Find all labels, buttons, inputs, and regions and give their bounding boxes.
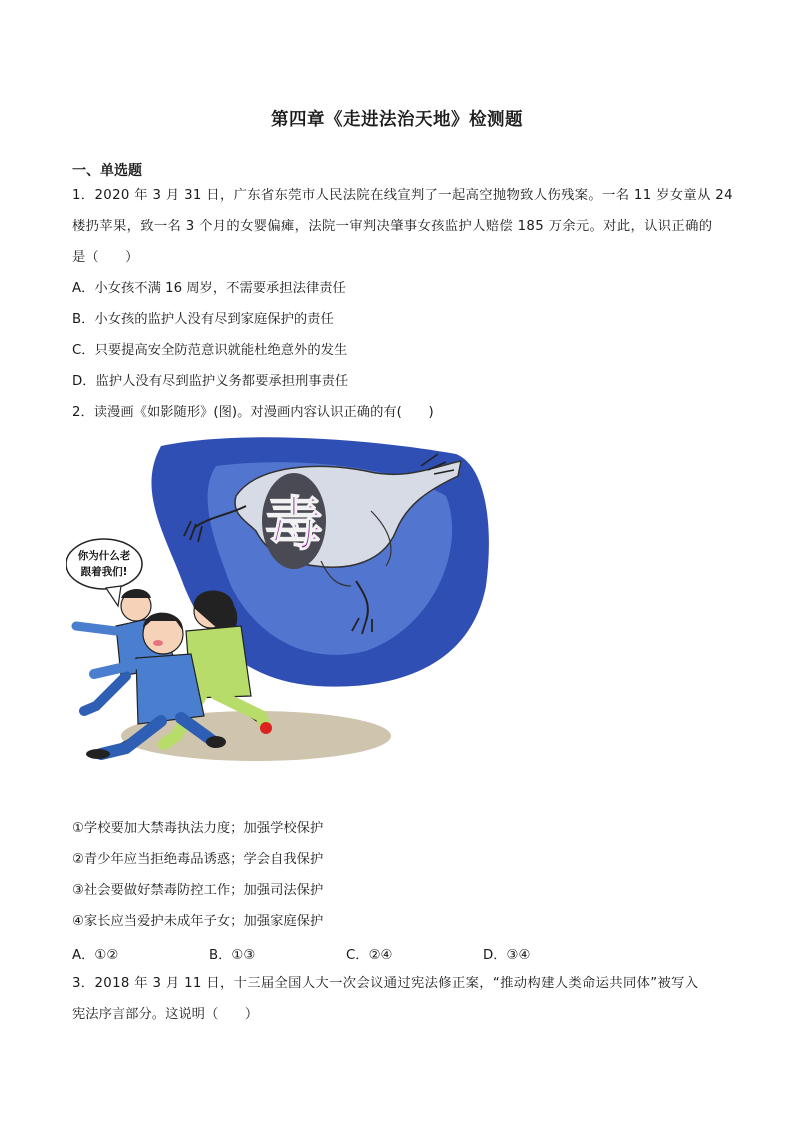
question-2-option-c: C．②④ xyxy=(346,948,393,963)
question-1-option-b: B．小女孩的监护人没有尽到家庭保护的责任 xyxy=(72,312,334,327)
question-1-stem-line2: 楼扔苹果，致一名 3 个月的女婴偏瘫，法院一审判决肇事女孩监护人赔偿 185 万余元。对此，认识正确的 xyxy=(72,219,713,234)
question-1-stem-line3: 是（ ） xyxy=(72,250,139,265)
statement-2: ②青少年应当拒绝毒品诱惑；学会自我保护 xyxy=(72,852,324,867)
question-3-stem-line1: 3．2018 年 3 月 11 日，十三届全国人大一次会议通过宪法修正案，“推动构建人类命运共同体”被写入 xyxy=(72,976,699,991)
document-title: 第四章《走进法治天地》检测题 xyxy=(271,110,523,130)
question-1-option-c: C．只要提高安全防范意识就能杜绝意外的发生 xyxy=(72,343,348,358)
speech-line-1: 你为什么老 xyxy=(77,550,131,562)
question-2-options xyxy=(72,944,620,963)
speech-line-2: 跟着我们! xyxy=(80,566,128,578)
question-2-stem: 2．读漫画《如影随形》(图)。对漫画内容认识正确的有( ) xyxy=(72,405,434,420)
section-heading: 一、单选题 xyxy=(72,163,142,179)
question-1-option-d: D．监护人没有尽到监护义务都要承担刑事责任 xyxy=(72,374,349,389)
question-2-option-b: B．①③ xyxy=(209,948,256,963)
question-3-stem-line2: 宪法序言部分。这说明（ ） xyxy=(72,1007,259,1022)
question-1-option-a: A．小女孩不满 16 周岁，不需要承担法律责任 xyxy=(72,281,346,296)
statement-1: ①学校要加大禁毒执法力度；加强学校保护 xyxy=(72,821,324,836)
question-2-option-d: D．③④ xyxy=(483,948,531,963)
question-1-stem-line1: 1．2020 年 3 月 31 日，广东省东莞市人民法院在线宣判了一起高空抛物致人伤残案。一名 11 岁女童从 24 xyxy=(72,188,733,203)
statement-4: ④家长应当爱护未成年子女；加强家庭保护 xyxy=(72,914,324,929)
ghost-char-du: 毒 xyxy=(264,490,324,558)
question-2-option-a: A．①② xyxy=(72,948,119,963)
statement-3: ③社会要做好禁毒防控工作；加强司法保护 xyxy=(72,883,324,898)
cartoon-image xyxy=(66,436,496,776)
